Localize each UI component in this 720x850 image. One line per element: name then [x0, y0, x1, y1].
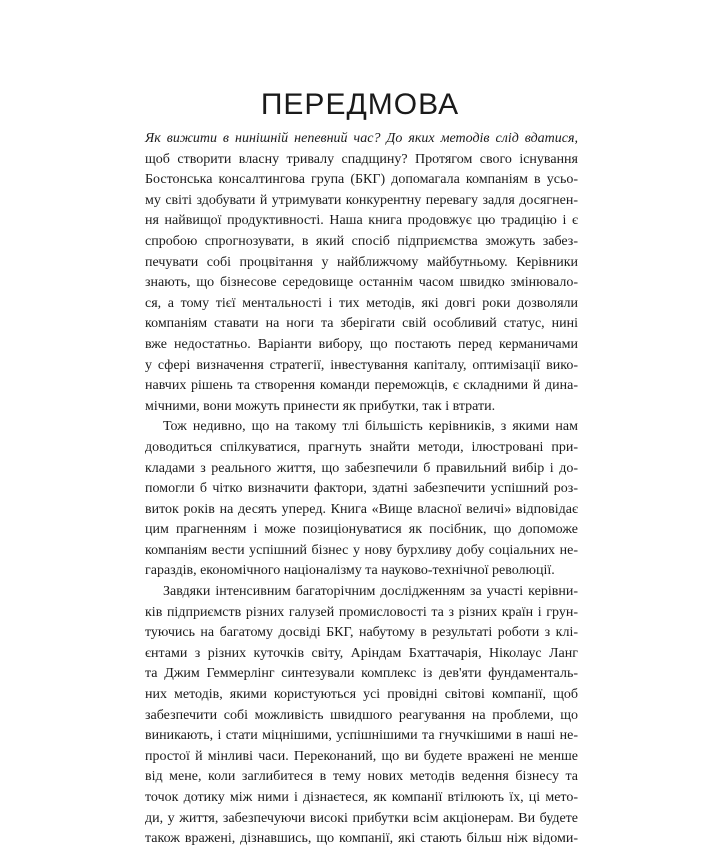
- text-line: єнтами з різних куточків світу, Аріндам Бхаттачарія, Ніколаус Ланг: [145, 645, 578, 661]
- page-title: ПЕРЕДМОВА: [260, 88, 460, 121]
- text-line: туючись на багатому досвіді БКГ, набутому в результаті роботи з клі-: [145, 625, 578, 641]
- paragraph-first-line: Тож недивно, що на такому тлі більшість керівників, з якими нам: [163, 419, 578, 435]
- text-line: Як вижити в нинішній непевний час? До яких методів слід вдатися,: [145, 131, 578, 146]
- text-line: щоб створити власну тривалу спадщину? Протягом свого існування: [145, 151, 578, 167]
- text-line: простої й мінливі часи. Переконаний, що ви будете вражені не менше: [145, 748, 578, 764]
- paragraph-first-line: Завдяки інтенсивним багаторічним дослідженням за участі керівни-: [163, 584, 578, 600]
- text-line: ків підприємств різних галузей промисловості та з різних країн і грун-: [145, 604, 578, 620]
- text-line: спробою спрогнозувати, в який спосіб підприємства зможуть забез-: [145, 233, 578, 249]
- text-line: них методів, якими користуються усі провідні світові компанії, щоб: [145, 687, 578, 703]
- text-line: навчих рішень та створення команди переможців, є складними й дина-: [145, 378, 578, 394]
- text-line: виникають, і стати міцнішими, успішнішими та гнучкішими в наші не-: [145, 728, 578, 744]
- text-line: та Джим Геммерлінг синтезували комплекс із дев'яти фундаменталь-: [145, 666, 578, 682]
- text-line: ся, а тому тієї ментальності і тих методів, які довгі роки дозволяли: [145, 295, 578, 311]
- text-line: доводиться спілкуватися, прагнуть знайти методи, ілюстровані при-: [145, 439, 578, 455]
- text-line: знають, що бізнесове середовище останнім часом швидко змінювало-: [145, 275, 578, 291]
- text-line: компаніям вести успішний бізнес у нову бурхливу добу соціальних не-: [145, 542, 578, 558]
- text-line: ня найвищої продуктивності. Наша книга продовжує цю традицію і є: [145, 213, 578, 229]
- text-line: ди, у життя, забезпечуючи високі прибутки всім акціонерам. Ви будете: [145, 810, 578, 826]
- text-line: від мене, коли заглибитеся в тему нових методів ведення бізнесу та: [145, 769, 578, 785]
- text-line: вже недостатньо. Варіанти вибору, що постають перед керманичами: [145, 336, 578, 352]
- text-line: компаніям ставати на ноги та зберігати свій особливий статус, нині: [145, 316, 578, 332]
- text-line: помогли б чітко визначити фактори, здатні забезпечити успішний роз-: [145, 481, 578, 497]
- body-text: [145, 129, 578, 850]
- text-line: му світі здобувати й утримувати конкурентну перевагу задля досягнен-: [145, 192, 578, 208]
- text-line: також вражені, дізнавшись, що компанії, які стають більш ніж відоми-: [145, 831, 578, 847]
- text-line: печувати собі процвітання у найближчому майбутньому. Керівники: [145, 254, 578, 270]
- text-line: у сфері визначення стратегії, інвестування капіталу, оптимізації вико-: [145, 357, 578, 373]
- text-line: цим прагненням і може позиціонуватися як посібник, що допоможе: [145, 522, 578, 538]
- text-line: точок дотику між ними і дізнаєтеся, як компанії втілюють їх, ці мето-: [145, 790, 578, 805]
- text-line: виток років на десять уперед. Книга «Вище власної величі» відповідає: [145, 501, 578, 517]
- text-line: Бостонська консалтингова група (БКГ) допомагала компаніям в усьо-: [145, 172, 578, 188]
- text-line: гараздів, економічного націоналізму та науково-технічної революції.: [145, 563, 555, 579]
- text-line: мічними, вони можуть принести як прибутки, так і втрати.: [145, 398, 496, 414]
- text-line: кладами з реального життя, що забезпечили б правильний вибір і до-: [145, 460, 578, 476]
- text-line: забезпечити собі можливість швидшого реагування на проблеми, що: [145, 707, 578, 723]
